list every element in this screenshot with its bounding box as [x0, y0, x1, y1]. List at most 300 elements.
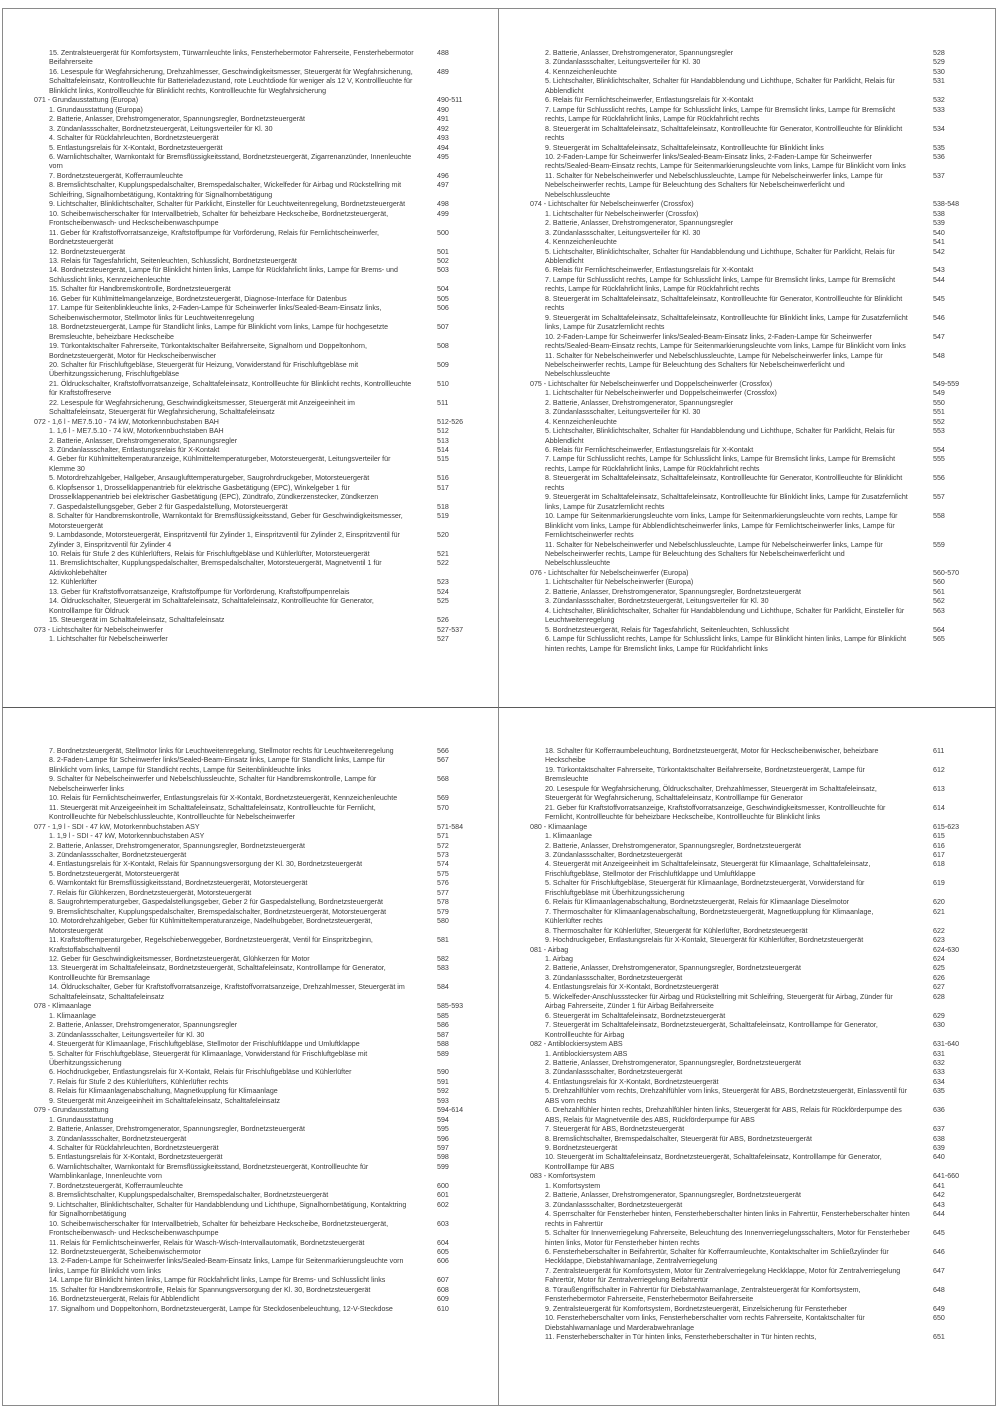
toc-entry — [3, 1050, 498, 1069]
entry-title: 7. Bordnetzsteuergerät, Kofferraumleuchte — [49, 1181, 183, 1190]
page-number: 498 — [437, 200, 449, 209]
toc-entry — [499, 860, 995, 879]
entry-title: 11. Bremslichtschalter, Kupplungspedalschalter, Bremspedalschalter, Motorsteuergerät, Magnetventil 1 für Aktivkohlebehälter — [49, 559, 382, 577]
toc-entry — [3, 842, 498, 851]
page-number: 493 — [437, 134, 449, 143]
page-number: 551 — [933, 408, 945, 417]
toc-entry — [499, 276, 995, 295]
page-number: 565 — [933, 635, 945, 644]
entry-title: 8. Bremslichtschalter, Kupplungspedalschalter, Bremspedalschalter, Wickelfeder für Airbag und Rückstellring mit Schleifring, Signalhornbetätigung, Kontaktring für Signalhornbetätigung — [49, 181, 402, 199]
page-number: 586 — [437, 1021, 449, 1030]
page-number: 533 — [933, 105, 945, 114]
entry-title: 3. Zündanlassschalter, Bordnetzsteuergerät, Leitungsverteiler für Kl. 30 — [545, 597, 769, 606]
toc-entry — [499, 1135, 995, 1144]
page-number: 531 — [933, 77, 945, 86]
toc-entry — [499, 578, 995, 587]
page-number: 626 — [933, 973, 945, 982]
page-number: 605 — [437, 1248, 449, 1257]
toc-section-heading — [499, 1172, 995, 1181]
toc-entry — [499, 418, 995, 427]
page-number: 574 — [437, 860, 449, 869]
page-number: 592 — [437, 1087, 449, 1096]
entry-title: 10. Steuergerät im Schalttafeleinsatz, Bordnetzsteuergerät, Schalttafeleinsatz, Kontrolllampe für Generator, Kontrolllampe für ABS — [545, 1153, 882, 1171]
entry-title: 4. Entlastungsrelais für X-Kontakt, Relais für Spannungsversorgung der Kl. 30, Bordnetzsteuergerät — [49, 860, 363, 869]
entry-title: 8. Bremslichtschalter, Kupplungspedalschalter, Bremspedalschalter, Bordnetzsteuergerät — [49, 1191, 329, 1200]
page-number: 588 — [437, 1040, 449, 1049]
entry-title: 2. Batterie, Anlasser, Drehstromgenerator, Spannungsregler — [545, 398, 734, 407]
toc-entry — [3, 134, 498, 143]
page-number: 495 — [437, 152, 449, 161]
entry-title: 10. Motordrehzahlgeber, Geber für Kühlmitteltemperaturanzeige, Nadelhubgeber, Bordnetzsteuergerät, Motorsteuergerät — [49, 917, 373, 935]
page-number: 510 — [437, 379, 449, 388]
entry-title: 16. Geber für Kühlmittelmangelanzeige, Bordnetzsteuergerät, Diagnose-Interface für Datenbus — [49, 294, 347, 303]
toc-entry — [3, 342, 498, 361]
toc-entry — [499, 983, 995, 992]
toc-entry — [3, 248, 498, 257]
entry-title: 10. 2-Faden-Lampe für Scheinwerfer links/Sealed-Beam-Einsatz links, 2-Faden-Lampe für Scheinwerfer rechts/Sealed-Beam-Einsatz rechts, Lampe für Seitenmarkierungsleuchte vorn links, Lampe für Blinklicht vorn links — [545, 332, 906, 351]
entry-title: 18. Schalter für Kofferraumbeleuchtung, Bordnetzsteuergerät, Motor für Heckscheibenwischer, beheizbare Heckscheibe — [545, 747, 879, 765]
toc-entry — [3, 106, 498, 115]
entry-title: 7. Bordnetzsteuergerät, Stellmotor links für Leuchtweitenregelung, Stellmotor rechts für Leuchtweitenregelung — [49, 747, 394, 755]
page-number: 627 — [933, 983, 945, 992]
toc-entry — [3, 181, 498, 200]
entry-title: 4. Kennzeichenleuchte — [545, 417, 617, 426]
page-number: 568 — [437, 775, 449, 784]
entry-title: 2. Batterie, Anlasser, Drehstromgenerator, Spannungsregler, Bordnetzsteuergerät — [545, 1058, 801, 1067]
entry-title: 16. Bordnetzsteuergerät, Relais für Abblendlicht — [49, 1295, 200, 1304]
page-number: 576 — [437, 879, 449, 888]
page-number: 584 — [437, 983, 449, 992]
toc-entry — [499, 266, 995, 275]
toc-entry — [499, 68, 995, 77]
page-number: 564 — [933, 625, 945, 634]
entry-title: 6. Relais für Fernlichtscheinwerfer, Entlastungsrelais für X-Kontakt — [545, 446, 754, 455]
toc-entry — [3, 1125, 498, 1134]
toc-entry — [3, 1097, 498, 1106]
entry-title: 5. Entlastungsrelais für X-Kontakt, Bordnetzsteuergerät — [49, 1153, 223, 1162]
toc-section-heading — [499, 823, 995, 832]
page-number: 488 — [437, 49, 449, 57]
entry-title: 6. Drehzahlfühler hinten rechts, Drehzahlfühler hinten links, Steuergerät für ABS, Relais für Rückförderpumpe des ABS, Relais für Magnetventile des ABS, Rückförderpumpe für ABS — [545, 1106, 902, 1124]
toc-entry — [3, 1040, 498, 1049]
page-number: 496 — [437, 171, 449, 180]
toc-entry — [3, 484, 498, 503]
toc-entry — [3, 756, 498, 775]
toc-entry — [3, 503, 498, 512]
page-number: 528 — [933, 49, 945, 57]
toc-entry — [499, 785, 995, 804]
page-number: 546 — [933, 313, 945, 322]
page-number: 649 — [933, 1304, 945, 1313]
page-number: 615 — [933, 832, 945, 841]
entry-title: 6. Hochdruckgeber, Entlastungsrelais für X-Kontakt, Relais für Frischluftgebläse und Kühlerlüfter — [49, 1068, 352, 1077]
page-number: 509 — [437, 360, 449, 369]
toc-entry — [499, 399, 995, 408]
page-number: 507 — [437, 323, 449, 332]
toc-entry — [3, 125, 498, 134]
page-number: 524 — [437, 587, 449, 596]
entry-title: 1. Grundausstattung (Europa) — [49, 105, 143, 114]
page-number: 515 — [437, 455, 449, 464]
entry-title: 21. Öldruckschalter, Kraftstoffvorratsanzeige, Schalttafeleinsatz, Kontrollleuchte für Blinklicht rechts, Kontrollleuchte für Kraftstoffreserve — [49, 379, 412, 398]
entry-title: 14. Lampe für Blinklicht hinten links, Lampe für Rückfahrlicht links, Lampe für Brems- und Schlusslicht links — [49, 1276, 386, 1285]
toc-entry — [3, 1068, 498, 1077]
entry-title: 14. Öldruckschalter, Geber für Kraftstoffvorratsanzeige, Kraftstoffvorratsanzeige, Drehzahlmesser, Steuergerät im Schalttafeleinsatz, Schalttafeleinsatz — [49, 983, 405, 1001]
page-number: 537 — [933, 171, 945, 180]
entry-title: 8. Steuergerät im Schalttafeleinsatz, Schalttafeleinsatz, Kontrollleuchte für Generator, Kontrollleuchte für Blinklicht rechts — [545, 124, 903, 143]
page-number: 644 — [933, 1210, 945, 1219]
entry-title: 6. Lampe für Schlusslicht rechts, Lampe für Schlusslicht links, Lampe für Blinklicht hinten links, Lampe für Blinklicht hinten rechts, Lampe für Bremslicht links, Lampe für Rückfahrlicht links — [545, 635, 907, 653]
entry-title: 6. Warnkontakt für Bremsflüssigkeitsstand, Bordnetzsteuergerät, Motorsteuergerät — [49, 879, 308, 888]
entry-title: 1. Lichtschalter für Nebelscheinwerfer — [49, 635, 168, 644]
page-number: 553 — [933, 427, 945, 436]
toc-list — [499, 49, 995, 654]
entry-title: 10. Scheibenwischerschalter für Intervallbetrieb, Schalter für beheizbare Heckscheibe, Bordnetzsteuergerät, Frontscheibenwasch- und Heckscheibenwaschpumpe — [49, 209, 389, 228]
page-number: 549-559 — [933, 379, 960, 388]
toc-entry — [3, 917, 498, 936]
toc-entry — [3, 229, 498, 248]
page-number: 520 — [437, 531, 449, 540]
entry-title: 3. Zündanlassschalter, Bordnetzsteuergerät — [545, 973, 683, 982]
page-number: 615-623 — [933, 822, 960, 831]
page-number: 523 — [437, 578, 449, 587]
page-number: 643 — [933, 1200, 945, 1209]
page-number: 607 — [437, 1276, 449, 1285]
entry-title: 9. Schalter für Nebelscheinwerfer und Nebelschlussleuchte, Schalter für Handbremskontrolle, Lampe für Nebelscheinwerfer links — [49, 775, 377, 793]
toc-entry — [499, 77, 995, 96]
entry-title: 7. Lampe für Schlusslicht rechts, Lampe für Schlusslicht links, Lampe für Bremslicht links, Lampe für Bremslicht rechts, Lampe für Rückfahrlicht links, Lampe für Rückfahrlicht rechts — [545, 275, 896, 294]
page-number: 559 — [933, 540, 945, 549]
entry-title: 6. Klopfsensor 1, Drosselklappenantrieb für elektrische Gasbetätigung (EPC), Winkelgeber 1 für Drosselklappenantrieb bei elektrischer Gasbetätigung (EPC), Zündtrafo, Zündkerzenstecker, Zündkerzen — [49, 483, 379, 502]
page-number: 601 — [437, 1191, 449, 1200]
toc-entry — [3, 295, 498, 304]
entry-title: 1. Lichtschalter für Nebelscheinwerfer (Crossfox) — [545, 209, 699, 218]
entry-title: 20. Lesespule für Wegfahrsicherung, Öldruckschalter, Drehzahlmesser, Steuergerät im Schalttafeleinsatz, Steuergerät für Wegfahrsicherung, Schalttafeleinsatz, Kontrolllampe für Generator — [545, 784, 877, 803]
entry-title: 14. Bordnetzsteuergerät, Lampe für Blinklicht hinten links, Lampe für Rückfahrlicht links, Lampe für Brems- und Schlusslicht links, Kennzeichenleuchte — [49, 266, 398, 284]
toc-entry — [499, 1087, 995, 1106]
entry-title: 12. Kühlerlüfter — [49, 578, 98, 587]
page-number: 516 — [437, 474, 449, 483]
entry-title: 2. Batterie, Anlasser, Drehstromgenerator, Spannungsregler, Bordnetzsteuergerät — [545, 587, 801, 596]
page-number: 489 — [437, 67, 449, 76]
toc-entry — [499, 210, 995, 219]
entry-title: 6. Warnlichtschalter, Warnkontakt für Bremsflüssigkeitsstand, Bordnetzsteuergerät, Zigarrenanzünder, Innenleuchte vorn — [49, 152, 412, 171]
page-number: 513 — [437, 436, 449, 445]
page-number: 542 — [933, 247, 945, 256]
toc-list — [3, 49, 498, 645]
entry-title: 6. Relais für Fernlichtscheinwerfer, Entlastungsrelais für X-Kontakt — [545, 96, 754, 105]
entry-title: 3. Zündanlassschalter, Leitungsverteiler für Kl. 30 — [545, 58, 701, 67]
entry-title: 1. 1,9 l - SDI - 47 kW, Motorkennbuchstaben ASY — [49, 832, 205, 841]
toc-entry — [499, 1021, 995, 1040]
entry-title: 9. Hochdruckgeber, Entlastungsrelais für X-Kontakt, Steuergerät für Kühlerlüfter, Bordnetzsteuergerät — [545, 936, 864, 945]
toc-entry — [3, 1220, 498, 1239]
toc-entry — [499, 851, 995, 860]
page-number: 573 — [437, 850, 449, 859]
page-number: 534 — [933, 124, 945, 133]
page-top-left — [2, 8, 499, 707]
toc-entry — [3, 870, 498, 879]
toc-entry — [3, 955, 498, 964]
page-number: 490-511 — [437, 96, 463, 105]
toc-entry — [3, 1201, 498, 1220]
entry-title: 12. Geber für Geschwindigkeitsmesser, Bordnetzsteuergerät, Glühkerzen für Motor — [49, 954, 310, 963]
entry-title: 2. Batterie, Anlasser, Drehstromgenerator, Spannungsregler — [545, 49, 734, 57]
page-number: 527-537 — [437, 625, 464, 634]
page-number: 567 — [437, 756, 449, 765]
page-number: 575 — [437, 869, 449, 878]
page-number: 603 — [437, 1219, 449, 1228]
toc-entry — [3, 1305, 498, 1314]
page-number: 571 — [437, 832, 449, 841]
page-number: 582 — [437, 954, 449, 963]
page-number: 594-614 — [437, 1106, 464, 1115]
page-number: 628 — [933, 992, 945, 1001]
toc-entry — [499, 474, 995, 493]
toc-entry — [3, 550, 498, 559]
toc-entry — [499, 493, 995, 512]
page-number: 491 — [437, 115, 449, 124]
entry-title: 7. Steuergerät im Schalttafeleinsatz, Bordnetzsteuergerät, Schalttafeleinsatz, Kontrolllampe für Generator, Kontrollleuchte für Airbag — [545, 1021, 878, 1039]
page-number: 606 — [437, 1257, 449, 1266]
page-number: 636 — [933, 1106, 945, 1115]
page-bottom-left — [2, 707, 499, 1406]
page-number: 645 — [933, 1229, 945, 1238]
page-number: 609 — [437, 1295, 449, 1304]
toc-entry — [499, 1106, 995, 1125]
entry-title: 7. Relais für Stufe 2 des Kühlerlüfters, Kühlerlüfter rechts — [49, 1077, 229, 1086]
toc-entry — [3, 68, 498, 96]
toc-entry — [499, 408, 995, 417]
toc-entry — [3, 1163, 498, 1182]
entry-title: 12. Bordnetzsteuergerät — [49, 247, 126, 256]
entry-title: 8. Saugrohrtemperaturgeber, Gaspedalstellungsgeber, Geber 2 für Gaspedalstellung, Bordnetzsteuergerät — [49, 898, 384, 907]
toc-entry — [3, 512, 498, 531]
entry-title: 1. Antiblockiersystem ABS — [545, 1049, 628, 1058]
toc-entry — [499, 512, 995, 540]
toc-entry — [499, 238, 995, 247]
entry-title: 14. Öldruckschalter, Steuergerät im Schalttafeleinsatz, Schalttafeleinsatz, Kontrollleuchte für Generator, Kontrolllampe für Öldruck — [49, 597, 374, 615]
toc-entry — [499, 1078, 995, 1087]
page-number: 613 — [933, 784, 945, 793]
entry-title: 12. Bordnetzsteuergerät, Scheibenwischermotor — [49, 1248, 201, 1257]
page-number: 647 — [933, 1266, 945, 1275]
toc-entry — [499, 144, 995, 153]
page-number: 590 — [437, 1068, 449, 1077]
toc-entry — [3, 437, 498, 446]
page-number: 497 — [437, 181, 449, 190]
page-number: 602 — [437, 1200, 449, 1209]
page-number: 619 — [933, 879, 945, 888]
page-number: 555 — [933, 455, 945, 464]
entry-title: 3. Zündanlassschalter, Bordnetzsteuergerät, Leitungsverteiler für Kl. 30 — [49, 124, 273, 133]
entry-title: 19. Türkontaktschalter Fahrerseite, Türkontaktschalter Beifahrerseite, Bordnetzsteuergerät, Lampe für Bremsleuchte — [545, 765, 865, 784]
entry-title: 10. Relais für Fernlichtscheinwerfer, Entlastungsrelais für X-Kontakt, Bordnetzsteuergerät, Kennzeichenleuchte — [49, 794, 398, 803]
toc-entry — [499, 389, 995, 398]
page-number: 514 — [437, 446, 449, 455]
entry-title: 6. Relais für Klimaanlagenabschaltung, Bordnetzsteuergerät, Relais für Klimaanlage Dieselmotor — [545, 898, 850, 907]
page-number: 527 — [437, 635, 449, 644]
entry-title: 16. Lesespule für Wegfahrsicherung, Drehzahlmesser, Geschwindigkeitsmesser, Steuergerät für Wegfahrsicherung, Schalttafeleinsatz, Kontrollleuchte für Batterieladezustand, rote Leuchtdiode für weniger als 12 V, Kontrollleuchte für Blinklicht links, Kontrollleuchte für Blinklicht rechts, Kontrollleuchte für Wegfahrsicherung — [49, 67, 413, 95]
toc-entry — [3, 399, 498, 418]
entry-title: 8. 2-Faden-Lampe für Scheinwerfer links/Sealed-Beam-Einsatz links, Lampe für Standlicht links, Lampe für Blinklicht vorn links, Lampe für Standlicht rechts, Lampe für Seitenblinkleuchte links — [49, 756, 385, 774]
entry-title: 2. Batterie, Anlasser, Drehstromgenerator, Spannungsregler, Bordnetzsteuergerät — [49, 1125, 305, 1134]
toc-entry — [3, 1153, 498, 1162]
toc-entry — [499, 1267, 995, 1286]
page-number: 535 — [933, 143, 945, 152]
section-title: 081 - Airbag — [530, 945, 569, 954]
entry-title: 2. Batterie, Anlasser, Drehstromgenerator, Spannungsregler, Bordnetzsteuergerät — [545, 841, 801, 850]
page-number: 500 — [437, 228, 449, 237]
toc-entry — [3, 964, 498, 983]
toc-entry — [499, 974, 995, 983]
page-number: 614 — [933, 803, 945, 812]
entry-title: 2. Batterie, Anlasser, Drehstromgenerator, Spannungsregler — [49, 436, 238, 445]
toc-entry — [3, 446, 498, 455]
page-number: 597 — [437, 1144, 449, 1153]
page-number: 604 — [437, 1238, 449, 1247]
page-number: 600 — [437, 1181, 449, 1190]
entry-title: 4. Lichtschalter, Blinklichtschalter, Schalter für Handabblendung und Lichthupe, Schalter für Parklicht, Einsteller für Leuchtweitenregelung — [545, 606, 905, 625]
page-number: 620 — [933, 898, 945, 907]
entry-title: 10. 2-Faden-Lampe für Scheinwerfer links/Sealed-Beam-Einsatz links, 2-Faden-Lampe für Scheinwerfer rechts/Sealed-Beam-Einsatz rechts, Lampe für Seitenmarkierungsleuchte vorn links, Lampe für Blinklicht vorn links — [545, 152, 906, 171]
entry-title: 11. Schalter für Nebelscheinwerfer und Nebelschlussleuchte, Lampe für Nebelscheinwerfer links, Lampe für Nebelscheinwerfer rechts, Lampe für Beleuchtung des Schalters für Nebelscheinwerferlicht und Nebelschlussleuchte — [545, 540, 883, 568]
toc-section-heading — [3, 823, 498, 832]
entry-title: 13. 2-Faden-Lampe für Scheinwerfer links/Sealed-Beam-Einsatz links, Lampe für Seitenmarkierungsleuchte vorn links, Lampe für Blinklicht vorn links — [49, 1257, 404, 1275]
entry-title: 5. Schalter für Frischluftgebläse, Steuergerät für Klimaanlage, Bordnetzsteuergerät, Vorwiderstand für Frischluftgebläse mit Überhitzungssicherung — [545, 879, 865, 897]
entry-title: 2. Batterie, Anlasser, Drehstromgenerator, Spannungsregler, Bordnetzsteuergerät — [49, 115, 305, 124]
page-number: 538-548 — [933, 200, 960, 209]
toc-entry — [499, 1125, 995, 1134]
toc-section-heading — [499, 380, 995, 389]
entry-title: 9. Lichtschalter, Blinklichtschalter, Schalter für Handabblendung und Lichthupe, Signalhornbetätigung, Kontaktring für Signalhornbetätigung — [49, 1200, 407, 1219]
entry-title: 5. Motordrehzahlgeber, Hallgeber, Ansauglufttemperaturgeber, Saugrohrdruckgeber, Motorsteuergerät — [49, 474, 370, 483]
page-number: 612 — [933, 765, 945, 774]
toc-entry — [3, 1031, 498, 1040]
toc-entry — [3, 210, 498, 229]
toc-list — [499, 747, 995, 1343]
toc-entry — [499, 446, 995, 455]
toc-entry — [3, 1012, 498, 1021]
toc-entry — [499, 766, 995, 785]
entry-title: 3. Zündanlassschalter, Bordnetzsteuergerät — [545, 1068, 683, 1077]
toc-entry — [3, 804, 498, 823]
page-number: 512-526 — [437, 417, 464, 426]
page-number: 583 — [437, 964, 449, 973]
toc-entry — [3, 1295, 498, 1304]
page-number: 560-570 — [933, 568, 960, 577]
page-number: 562 — [933, 597, 945, 606]
toc-entry — [3, 1144, 498, 1153]
entry-title: 2. Batterie, Anlasser, Drehstromgenerator, Spannungsregler, Bordnetzsteuergerät — [545, 964, 801, 973]
page-number: 623 — [933, 936, 945, 945]
entry-title: 8. Relais für Klimaanlagenabschaltung, Magnetkupplung für Klimaanlage — [49, 1087, 278, 1096]
toc-entry — [3, 115, 498, 124]
page-number: 638 — [933, 1134, 945, 1143]
toc-entry — [499, 955, 995, 964]
toc-entry — [3, 1116, 498, 1125]
page-number: 622 — [933, 926, 945, 935]
entry-title: 9. Bremslichtschalter, Kupplungspedalschalter, Bremspedalschalter, Bordnetzsteuergerät, Motorsteuergerät — [49, 907, 387, 916]
page-number: 558 — [933, 512, 945, 521]
toc-entry — [3, 266, 498, 285]
page-number: 579 — [437, 907, 449, 916]
toc-entry — [499, 295, 995, 314]
page-number: 556 — [933, 474, 945, 483]
entry-title: 3. Zündanlassschalter, Leitungsverteiler für Kl. 30 — [49, 1030, 205, 1039]
section-title: 074 - Lichtschalter für Nebelscheinwerfer (Crossfox) — [530, 200, 694, 209]
entry-title: 3. Zündanlassschalter, Entlastungsrelais für X-Kontakt — [49, 446, 220, 455]
page-top-right — [499, 8, 996, 707]
toc-section-heading — [3, 1002, 498, 1011]
toc-entry — [3, 794, 498, 803]
page-number: 511 — [437, 398, 449, 407]
entry-title: 9. Bordnetzsteuergerät — [545, 1144, 618, 1153]
toc-entry — [3, 144, 498, 153]
entry-title: 4. Kennzeichenleuchte — [545, 238, 617, 247]
page-number: 544 — [933, 275, 945, 284]
toc-entry — [499, 427, 995, 446]
page-number: 648 — [933, 1285, 945, 1294]
page-number: 641-660 — [933, 1172, 960, 1181]
toc-entry — [499, 1050, 995, 1059]
toc-entry — [3, 1239, 498, 1248]
page-number: 617 — [933, 850, 945, 859]
toc-entry — [499, 153, 995, 172]
toc-entry — [3, 257, 498, 266]
toc-entry — [499, 964, 995, 973]
entry-title: 5. Entlastungsrelais für X-Kontakt, Bordnetzsteuergerät — [49, 143, 223, 152]
toc-entry — [3, 1135, 498, 1144]
toc-entry — [3, 427, 498, 436]
toc-entry — [3, 153, 498, 172]
page-number: 621 — [933, 907, 945, 916]
toc-entry — [499, 936, 995, 945]
entry-title: 2. Batterie, Anlasser, Drehstromgenerator, Spannungsregler, Bordnetzsteuergerät — [545, 1191, 801, 1200]
page-number: 561 — [933, 587, 945, 596]
page-number: 545 — [933, 294, 945, 303]
page-number: 538 — [933, 209, 945, 218]
page-number: 594 — [437, 1115, 449, 1124]
entry-title: 15. Schalter für Handbremskontrolle, Relais für Spannungsversorgung der Kl. 30, Bordnetzsteuergerät — [49, 1285, 371, 1294]
section-title: 072 - 1,6 l - ME7.5.10 - 74 kW, Motorkennbuchstaben BAH — [34, 417, 219, 426]
page-number: 616 — [933, 841, 945, 850]
page-number: 642 — [933, 1191, 945, 1200]
entry-title: 6. Relais für Fernlichtscheinwerfer, Entlastungsrelais für X-Kontakt — [545, 266, 754, 275]
toc-entry — [499, 333, 995, 352]
page-number: 571-584 — [437, 822, 464, 831]
page-number: 572 — [437, 841, 449, 850]
toc-entry — [499, 1201, 995, 1210]
page-number: 629 — [933, 1011, 945, 1020]
page-number: 529 — [933, 58, 945, 67]
toc-section-heading — [499, 946, 995, 955]
entry-title: 4. Schalter für Rückfahrleuchten, Bordnetzsteuergerät — [49, 1144, 219, 1153]
entry-title: 11. Kraftstofftemperaturgeber, Regelschieberweggeber, Bordnetzsteuergerät, Ventil für Einspritzbeginn, Kraftstoffabschaltventil — [49, 936, 373, 954]
page-number: 525 — [437, 597, 449, 606]
page-number: 624 — [933, 954, 945, 963]
toc-section-heading — [499, 200, 995, 209]
page-number: 550 — [933, 398, 945, 407]
entry-title: 5. Drehzahlfühler vorn rechts, Drehzahlfühler vorn links, Steuergerät für ABS, Bordnetzsteuergerät, Einlassventil für ABS vorn rechts — [545, 1087, 907, 1105]
entry-title: 2. Batterie, Anlasser, Drehstromgenerator, Spannungsregler, Bordnetzsteuergerät — [49, 841, 305, 850]
toc-entry — [3, 323, 498, 342]
toc-entry — [499, 1248, 995, 1267]
page-number: 633 — [933, 1068, 945, 1077]
entry-title: 21. Geber für Kraftstoffvorratsanzeige, Kraftstoffvorratsanzeige, Geschwindigkeitsmesser, Kontrollleuchte für Fernlicht, Kontrollleuchte für beheizbare Heckscheibe, Kontrollleuchte für Blinklicht links — [545, 803, 886, 822]
page-number: 508 — [437, 342, 449, 351]
page-number: 547 — [933, 332, 945, 341]
